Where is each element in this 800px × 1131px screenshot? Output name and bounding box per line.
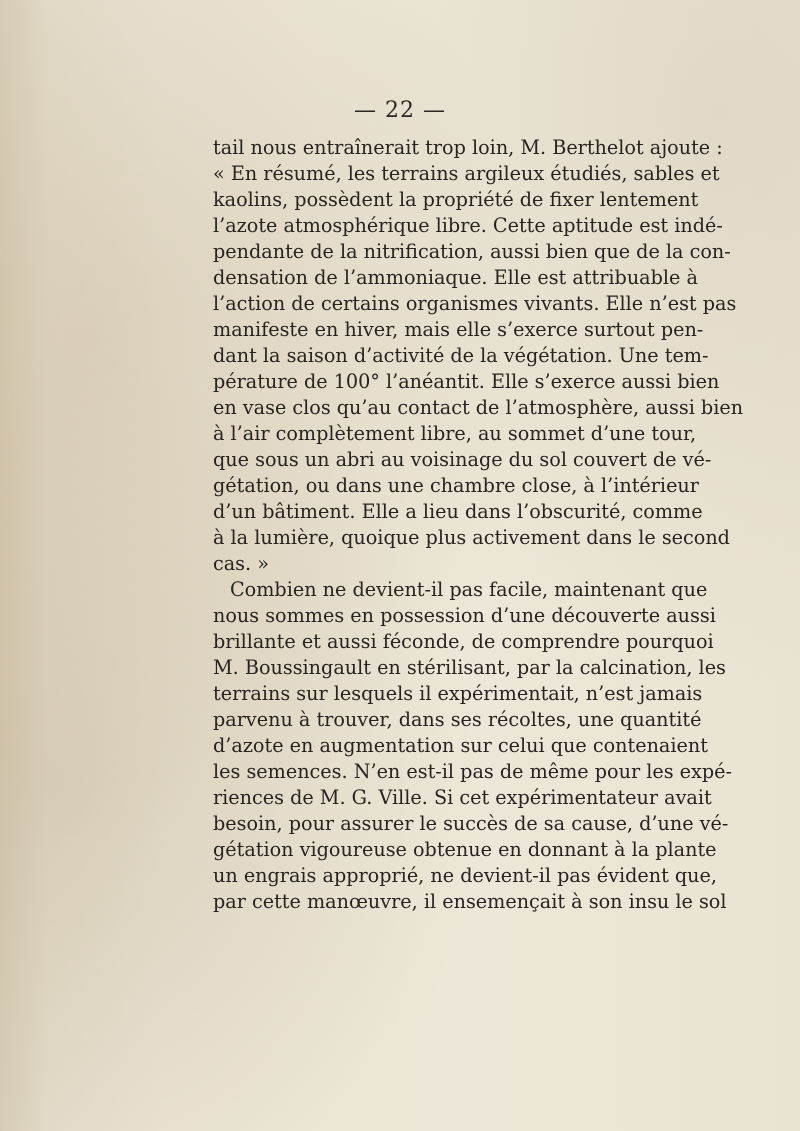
text-line: en vase clos qu’au contact de l’atmosphère, aussi bien [213, 396, 744, 419]
text-line: nous sommes en possession d’une découverte aussi [213, 604, 716, 627]
text-line: riences de M. G. Ville. Si cet expérimentateur avait [213, 786, 712, 809]
text-line: dant la saison d’activité de la végétation. Une tem- [213, 344, 709, 367]
text-line: pendante de la nitrification, aussi bien que de la con- [213, 240, 731, 263]
page-number: — 22 — [354, 98, 446, 123]
body-text [213, 135, 744, 915]
text-line: pérature de 100° l’anéantit. Elle s’exerce aussi bien [213, 370, 720, 393]
text-line: d’un bâtiment. Elle a lieu dans l’obscurité, comme [213, 500, 703, 523]
text-line: à l’air complètement libre, au sommet d’une tour, [213, 422, 697, 445]
text-line: kaolins, possèdent la propriété de fixer lentement [213, 188, 699, 211]
text-line: tail nous entraînerait trop loin, M. Berthelot ajoute : [213, 136, 723, 159]
text-line: M. Boussingault en stérilisant, par la calcination, les [213, 656, 726, 679]
text-line: terrains sur lesquels il expérimentait, n’est jamais [213, 682, 703, 705]
text-line: besoin, pour assurer le succès de sa cause, d’une vé- [213, 812, 729, 835]
text-line: brillante et aussi féconde, de comprendre pourquoi [213, 630, 714, 653]
text-line: d’azote en augmentation sur celui que contenaient [213, 734, 708, 757]
text-line: l’azote atmosphérique libre. Cette aptitude est indé- [213, 214, 723, 237]
text-line: gétation vigoureuse obtenue en donnant à la plante [213, 838, 717, 861]
text-line: cas. » [213, 552, 269, 575]
text-line: gétation, ou dans une chambre close, à l’intérieur [213, 474, 699, 497]
text-line: densation de l’ammoniaque. Elle est attribuable à [213, 266, 698, 289]
text-line: un engrais approprié, ne devient-il pas évident que, [213, 864, 717, 887]
text-line: « En résumé, les terrains argileux étudiés, sables et [213, 162, 720, 185]
text-line: les semences. N’en est-il pas de même pour les expé- [213, 760, 732, 783]
text-line: que sous un abri au voisinage du sol couvert de vé- [213, 448, 712, 471]
text-line: parvenu à trouver, dans ses récoltes, une quantité [213, 708, 702, 731]
text-line: à la lumière, quoique plus activement dans le second [213, 526, 730, 549]
text-line: Combien ne devient-il pas facile, maintenant que [230, 578, 708, 601]
text-line: l’action de certains organismes vivants. Elle n’est pas [213, 292, 737, 315]
text-line: manifeste en hiver, mais elle s’exerce surtout pen- [213, 318, 704, 341]
text-line: par cette manœuvre, il ensemençait à son insu le sol [213, 890, 727, 913]
